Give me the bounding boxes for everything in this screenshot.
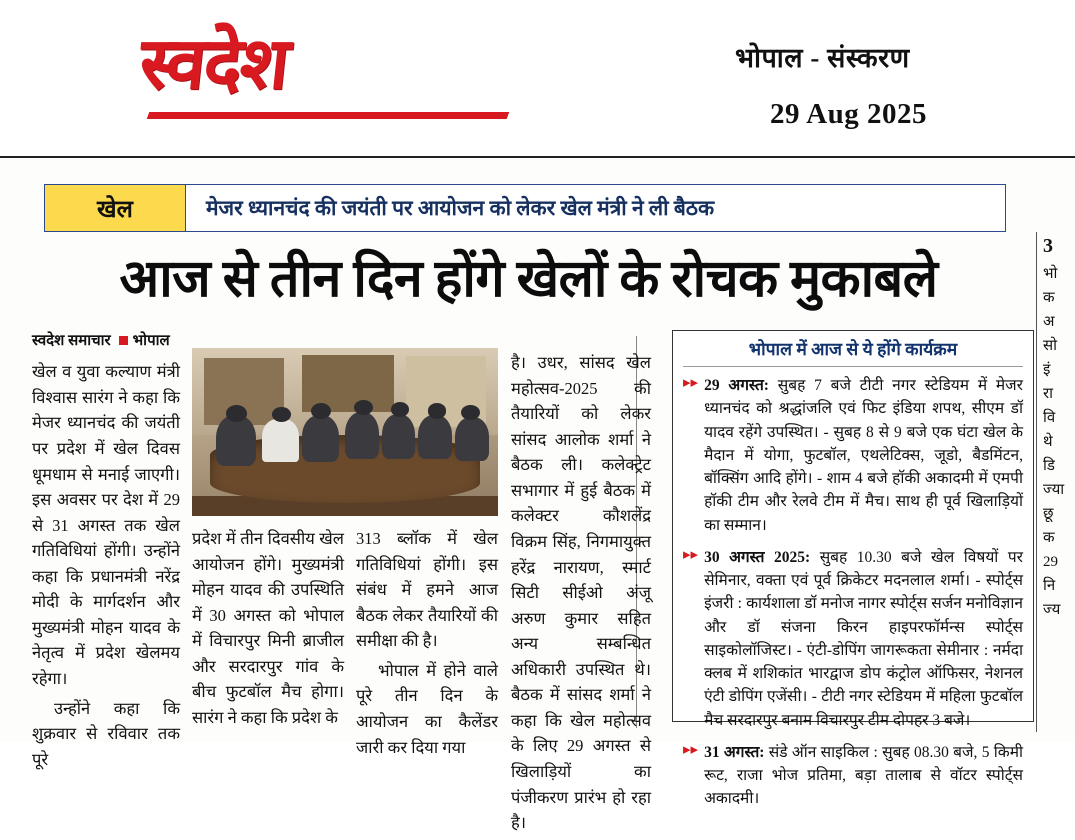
schedule-item-date: 29 अगस्त: bbox=[704, 377, 769, 394]
arrow-bullet-icon: ▸▸ bbox=[683, 741, 699, 758]
schedule-item-date: 31 अगस्त: bbox=[704, 743, 765, 761]
article-paragraph: भोपाल में होने वाले पूरे तीन दिन के आयोजन का कैलेंडर जारी कर दिया गया bbox=[356, 660, 498, 757]
article-paragraph: है। उधर, सांसद खेल महोत्सव-2025 की तैयारियों को लेकर सांसद आलोक शर्मा ने बैठक ली। कलेक्ट्रेट सभागार में हुई बैठक में कलेक्टर कौशलेंद्र विक्रम सिंह, निगमायुक्त हरेंद्र नारायण, स्मार्ट सिटी सीईओ अंजू अरुण कुमार सहित अन्य सम्बन्धित अधिकारी उपस्थित थे। बैठक में सांसद शर्मा ने कहा कि खेल महोत्सव के लिए 29 अगस्त से खिलाड़ियों का पंजीकरण प्रारंभ हो रहा है। bbox=[511, 353, 651, 833]
edge-column-line: डि bbox=[1043, 458, 1055, 474]
schedule-item-detail: सुबह 7 बजे टीटी नगर स्टेडियम में मेजर ध्यानचंद को श्रद्धांजलि एवं फिट इंडिया शपथ, सीएम डॉ यादव रहेंगे उपस्थित। - सुबह 8 से 9 बजे एक घंटा खेल के मैदान में योगा, फुटबॉल, एथलेटिक्स, जूडो, बैडमिंटन, बॉक्सिंग आदि होंगे। - शाम 4 बजे हॉकी अकादमी में एमपी हॉकी टीम और रेलवे टीम में मैच। साथ ही पूर्व खिलाड़ियों का सम्मान। bbox=[704, 377, 1023, 534]
photo-person-head bbox=[354, 400, 372, 415]
photo-person bbox=[216, 415, 256, 465]
article-column-4 bbox=[511, 350, 651, 840]
byline-source: स्वदेश समाचार bbox=[32, 333, 111, 349]
article-paragraph: उन्होंने कहा कि शुक्रवार से रविवार तक पूरे bbox=[32, 698, 180, 769]
article-paragraph: प्रदेश में तीन दिवसीय खेल आयोजन होंगे। मुख्यमंत्री मोहन यादव की उपस्थिति में 30 अगस्त को भोपाल में विचारपुर मिनी ब्राजील और सरदारपुर गांव के बीच फुटबॉल मैच होगा। सारंग ने कहा कि प्रदेश के bbox=[192, 529, 344, 727]
edge-column-line: रा bbox=[1043, 386, 1054, 402]
edge-column-number: 3 bbox=[1043, 235, 1053, 257]
schedule-item bbox=[683, 546, 1023, 732]
photo-person bbox=[455, 417, 489, 461]
photo-person bbox=[418, 415, 452, 459]
arrow-bullet-icon: ▸▸ bbox=[683, 375, 699, 391]
schedule-item-text bbox=[704, 546, 1023, 732]
article-paragraph: 313 ब्लॉक में खेल गतिविधियां होंगी। इस संबंध में हमने आज बैठक लेकर तैयारियों की समीक्षा की है। bbox=[356, 529, 498, 651]
byline-square-icon bbox=[119, 336, 128, 345]
edge-column bbox=[1043, 230, 1075, 622]
article-body bbox=[24, 330, 1054, 833]
photo-person bbox=[302, 415, 339, 462]
photo-person-head bbox=[428, 403, 446, 418]
section-subhead: मेजर ध्यानचंद की जयंती पर आयोजन को लेकर खेल मंत्री ने ली बैठक bbox=[206, 196, 715, 220]
edge-column-line: अ bbox=[1043, 314, 1055, 330]
photo-person bbox=[262, 419, 299, 463]
photo-person-head bbox=[272, 407, 292, 422]
article-paragraph: खेल व युवा कल्याण मंत्री विश्वास सारंग ने कहा कि मेजर ध्यानचंद की जयंती पर प्रदेश में खेल दिवस धूमधाम से मनाई जाएगी। इस अवसर पर देश में 29 से 31 अगस्त तक खेल गतिविधियां होंगी। उन्होंने कहा कि प्रधानमंत्री नरेंद्र मोदी के मार्गदर्शन और मुख्यमंत्री मोहन यादव के नेतृत्व में प्रदेश खेलमय रहेगा। bbox=[32, 362, 180, 688]
byline bbox=[32, 330, 180, 353]
schedule-item-text bbox=[704, 374, 1023, 537]
article-photo bbox=[192, 348, 498, 516]
edge-column-line: वि bbox=[1043, 410, 1056, 426]
schedule-item-date: 30 अगस्त 2025: bbox=[704, 548, 811, 566]
section-banner bbox=[44, 184, 1006, 232]
edge-column-line: ज्य bbox=[1043, 602, 1061, 618]
schedule-item bbox=[683, 374, 1023, 537]
schedule-item bbox=[683, 741, 1023, 811]
schedule-item-detail: संडे ऑन साइकिल : सुबह 08.30 बजे, 5 किमी रूट, राजा भोज प्रतिमा, बड़ा तालाब से वॉटर स्पोर्ट्स अकादमी। bbox=[704, 743, 1023, 808]
edge-column-line: क bbox=[1043, 290, 1055, 306]
edge-column-line: छू bbox=[1043, 506, 1054, 522]
byline-place: भोपाल bbox=[132, 333, 170, 349]
page-title: आज से तीन दिन होंगे खेलों के रोचक मुकाबले bbox=[119, 251, 938, 308]
edge-column-line: नि bbox=[1043, 578, 1056, 594]
edge-column-line: 29 bbox=[1043, 554, 1058, 570]
article-column-1 bbox=[32, 330, 180, 776]
edge-column-line: क bbox=[1043, 530, 1055, 546]
photo-person bbox=[345, 412, 379, 459]
edge-column-line: इं bbox=[1043, 362, 1051, 378]
logo-underline bbox=[147, 112, 510, 119]
edge-column-line: थे bbox=[1043, 434, 1053, 450]
article-column-2 bbox=[192, 526, 344, 735]
edge-column-line: भो bbox=[1043, 266, 1058, 282]
schedule-item-text bbox=[704, 741, 1023, 811]
photo-person-head bbox=[391, 402, 409, 417]
arrow-bullet-icon: ▸▸ bbox=[683, 546, 699, 563]
schedule-box bbox=[672, 330, 1034, 808]
edge-column-line: ज्या bbox=[1043, 482, 1065, 498]
edge-column-line: सो bbox=[1043, 338, 1058, 354]
edition-label: भोपाल - संस्करण bbox=[735, 43, 910, 73]
photo-person-head bbox=[461, 405, 479, 420]
photo-person-head bbox=[226, 405, 247, 422]
masthead bbox=[0, 0, 1075, 158]
schedule-title: भोपाल में आज से ये होंगे कार्यक्रम bbox=[683, 337, 1023, 367]
edition-date: 29 Aug 2025 bbox=[770, 98, 927, 130]
section-tag: खेल bbox=[45, 185, 186, 231]
photo-person bbox=[382, 414, 416, 459]
schedule-item-detail: सुबह 10.30 बजे खेल विषयों पर सेमिनार, वक्ता एवं पूर्व क्रिकेटर मदनलाल शर्मा। - स्पोर्ट्स इंजरी : कार्यशाला डॉ मनोज नागर स्पोर्ट्स सर्जन मनोविज्ञान और डॉ संजना किरन हाइपरफॉर्मन्स स्पोर्ट्स साइकोलॉजिस्ट। - एंटी-डोपिंग जागरूकता सेमीनार : नर्मदा क्लब में शशिकांत भारद्वाज डोप कंट्रोल ऑफिसर, नेशनल एंटी डोपिंग एजेंसी। - टीटी नगर स्टेडियम में महिला फुटबॉल मैच सरदारपुर बनाम विचारपुर टीम दोपहर 3 बजे। bbox=[704, 548, 1023, 729]
article-column-3 bbox=[356, 526, 498, 764]
newspaper-logo: स्वदेश bbox=[135, 24, 292, 104]
